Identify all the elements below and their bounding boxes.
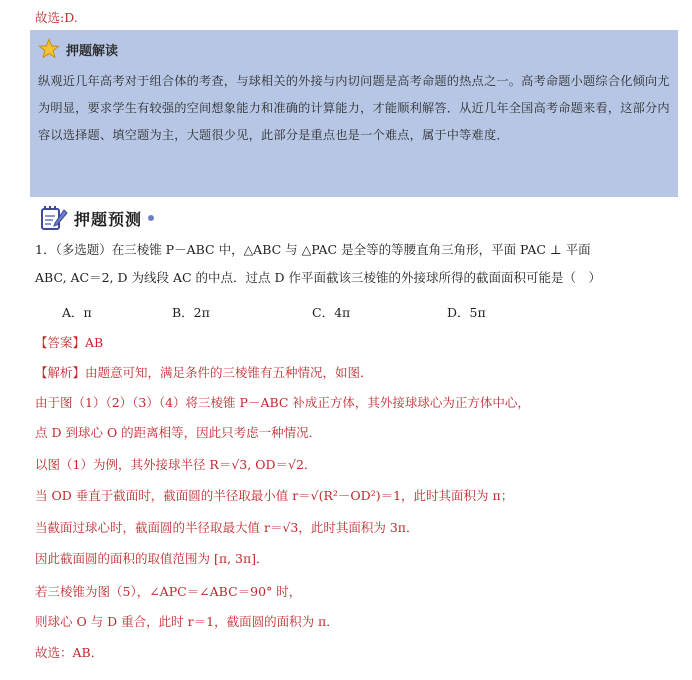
option-c: C．4π: [312, 305, 351, 320]
solution-line: 点 D 到球心 O 的距离相等，因此只考虑一种情况．: [35, 425, 322, 440]
solution-line: 当 OD 垂直于截面时，截面圆的半径取最小值 r＝√(R²－OD²)＝1，此时其面积为 π；: [35, 488, 514, 503]
answer-label: 【答案】AB: [35, 335, 104, 350]
solution-line: 当截面过球心时，截面圆的半径取最大值 r＝√3，此时其面积为 3π．: [35, 520, 419, 535]
star-icon: [38, 38, 60, 60]
option-d: D．5π: [447, 305, 486, 320]
solution-line: 以图（1）为例，其外接球半径 R＝√3, OD＝√2．: [35, 457, 317, 472]
solution-line: 则球心 O 与 D 重合，此时 r＝1，截面圆的面积为 π．: [35, 614, 339, 629]
predict-heading: [40, 205, 154, 231]
option-a: A．π: [62, 305, 92, 320]
analysis-text: 纵观近几年高考对于组合体的考查，与球相关的外接与内切问题是高考命题的热点之一。高考命题小题综合化倾向尤为明显，要求学生有较强的空间想象能力和准确的计算能力，才能顺利解答．从近几年全国高考命题来看，这部分内容以选择题、填空题为主，大题很少见，此部分是重点也是一个难点，属于中等难度．: [38, 74, 670, 142]
solution-line: 若三棱锥为图（5），∠APC＝∠ABC＝90° 时，: [35, 584, 302, 599]
analysis-box: [30, 30, 678, 197]
previous-answer: 故选:D.: [35, 10, 78, 25]
predict-heading-text: 押题预测: [74, 209, 143, 229]
question-line-1: 1．（多选题）在三棱锥 P－ABC 中，△ABC 与 △PAC 是全等的等腰直角三角形，平面 PAC ⊥ 平面: [35, 242, 591, 257]
question-line-2: ABC, AC＝2, D 为线段 AC 的中点．过点 D 作平面截该三棱锥的外接球所得的截面面积可能是（ ）: [35, 270, 602, 285]
solution-line: 因此截面圆的面积的取值范围为 [π, 3π]．: [35, 551, 269, 566]
option-b: B．2π: [172, 305, 210, 320]
solution-line: 【解析】由题意可知，满足条件的三棱锥有五种情况，如图．: [35, 365, 373, 380]
heading-dot: [148, 215, 154, 221]
final-answer: 故选：AB．: [35, 645, 104, 660]
analysis-heading-text: 押题解读: [66, 43, 119, 59]
analysis-heading: [38, 38, 118, 60]
solution-line: 由于图（1）（2）（3）（4）将三棱锥 P－ABC 补成正方体，其外接球球心为正方体中心，: [35, 395, 530, 410]
notepad-pen-icon: [40, 205, 68, 231]
